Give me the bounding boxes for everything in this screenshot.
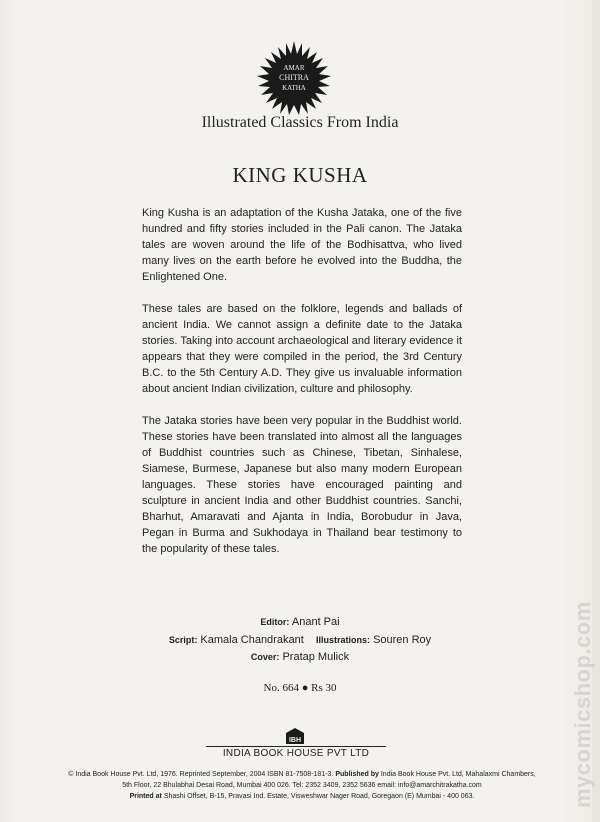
editor-credit xyxy=(0,616,600,628)
published-by-label: Published by xyxy=(335,771,379,778)
copyright-line: © India Book House Pvt. Ltd, 1976. Reprinted September, 2004 ISBN 81-7508-181-3. xyxy=(68,771,334,778)
editor-label: Editor: xyxy=(260,617,290,627)
script-illustrations-credit xyxy=(0,634,600,646)
amar-chitra-katha-logo xyxy=(256,40,332,116)
introduction-text xyxy=(142,205,462,573)
ibh-logo-text: IBH xyxy=(288,737,302,744)
cover-name: Pratap Mulick xyxy=(282,651,350,663)
book-title: KING KUSHA xyxy=(232,163,368,187)
cover-credit xyxy=(0,651,600,663)
logo-text-amar: AMAR xyxy=(283,64,305,72)
printer-line: Shashi Offset, B-15, Pravasi Ind. Estate, Visweshwar Nager Road, Goregaon (E) Mumbai - 400 063. xyxy=(163,793,475,800)
ibh-logo xyxy=(284,727,306,745)
cover-label: Cover: xyxy=(250,652,280,662)
logo-text-chitra: CHITRA xyxy=(279,73,309,82)
editor-name: Anant Pai xyxy=(291,616,340,628)
issue-number-price: No. 664 ● Rs 30 xyxy=(263,682,337,694)
publisher-name: INDIA BOOK HOUSE PVT LTD xyxy=(206,746,386,759)
watermark-text: mycomicshop.com xyxy=(570,601,595,808)
illustrations-label: Illustrations: xyxy=(315,635,370,645)
intro-paragraph-1: King Kusha is an adaptation of the Kusha Jataka, one of the five hundred and fifty stories included in the Pali canon. The Jataka tales are woven around the life of the Bodhisattva, who lived many lives on the earth before he evolved into the Buddha, the Enlightened One. xyxy=(142,207,462,283)
intro-paragraph-3: The Jataka stories have been very popular in the Buddhist world. These stories have been translated into almost all the languages of Buddhist countries such as Chinese, Tibetan, Sinhalese, Siamese, Burmese, Japanese but also many modern European languages. These stories have encouraged painting and sculpture in ancient India and other Buddhist countries. Sanchi, Bharhut, Amaravati and Ajanta in India, Borobudur in Java, Pegan in Burma and Sukhodaya in Thailand bear testimony to the popularity of these tales. xyxy=(142,415,462,555)
script-label: Script: xyxy=(168,635,198,645)
address-contact-line: 5th Floor, 22 Bhulabhai Desai Road, Mumbai 400 026. Tel: 2352 3409, 2352 5636 email: info@amarchitrakatha.com xyxy=(122,782,482,789)
series-tagline: Illustrated Classics From India xyxy=(201,114,399,131)
printed-at-label: Printed at xyxy=(129,793,162,800)
copyright-fine-print xyxy=(62,769,542,802)
illustrations-name: Souren Roy xyxy=(373,634,432,646)
intro-paragraph-2: These tales are based on the folklore, legends and ballads of ancient India. We cannot assign a definite date to the Jataka stories. Taking into account archaeological and literary evidence it appears that they were compiled in the period, the 3rd Century B.C. to the 5th Century A.D. They give us invaluable information about ancient Indian civilization, culture and philosophy. xyxy=(142,303,462,395)
publisher-address-line: India Book House Pvt. Ltd, Mahalaxmi Chambers, xyxy=(380,771,536,778)
logo-text-katha: KATHA xyxy=(282,84,306,92)
script-name: Kamala Chandrakant xyxy=(200,634,304,646)
